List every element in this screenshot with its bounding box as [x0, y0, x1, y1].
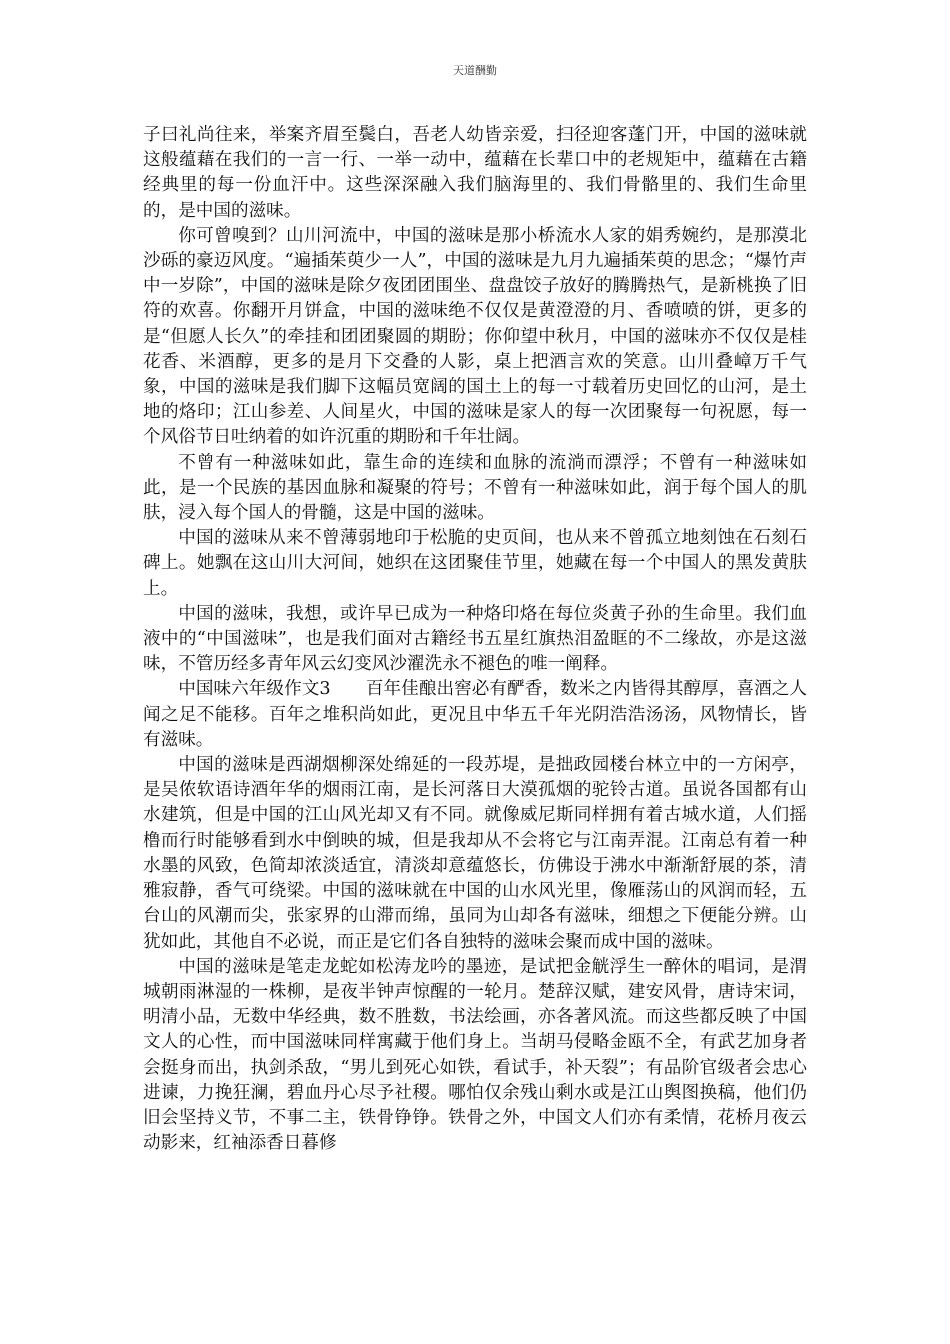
- paragraph: 中国的滋味从来不曾薄弱地印于松脆的史页间，也从来不曾孤立地刻蚀在石刻石碑上。她飘在这山川大河间，她织在这团聚佳节里，她藏在每一个中国人的黑发黄肤上。: [143, 528, 807, 599]
- paragraph: 中国的滋味，我想，或许早已成为一种烙印烙在每位炎黄子孙的生命里。我们血液中的“中国滋味”，也是我们面对古籍经书五星红旗热泪盈眶的不二缘故，亦是这滋味，不管历经多青年风云幻变风沙濯洗永不褪色的唯一阐释。: [143, 603, 807, 675]
- paragraph: 中国的滋味是笔走龙蛇如松涛龙吟的墨迹，是试把金觥浮生一醉休的唱词，是渭城朝雨淋湿的一株柳，是夜半钟声惊醒的一轮月。楚辞汉赋，建安风骨，唐诗宋词，明清小品，无数中华经典，数不胜数，书法绘画，亦各著风流。而这些都反映了中国文人的心性，而中国滋味同样寓藏于他们身上。当胡马侵略金瓯不全，有武艺加身者会挺身而出，执剑杀敌，“男儿到死心如铁，看试手，补天裂”；有品阶官级者会忠心进谏，力挽狂澜，碧血丹心尽予社稷。哪怕仅余残山剩水或是江山舆图换稿，他们仍旧会坚持义节，不事二主，铁骨铮铮。铁骨之外，中国文人们亦有柔情，花桥月夜云动影来，红袖添香日暮修: [143, 956, 807, 1154]
- paragraph: 子曰礼尚往来，举案齐眉至鬓白，吾老人幼皆亲爱，扫径迎客蓬门开，中国的滋味就这般蕴藉在我们的一言一行、一举一动中，蕴藉在长辈口中的老规矩中，蕴藉在古籍经典里的每一份血汗中。这些深深融入我们脑海里的、我们骨骼里的、我们生命里的，是中国的滋味。: [143, 125, 807, 221]
- paragraph: 你可曾嗅到？山川河流中，中国的滋味是那小桥流水人家的娟秀婉约，是那漠北沙砾的豪迈风度。“遍插茱萸少一人”，中国的滋味是九月九遍插茱萸的思念；“爆竹声中一岁除”，中国的滋味是除夕夜团团围坐、盘盘饺子放好的腾腾热气，是新桃换了旧符的欢喜。你翻开月饼盒，中国的滋味绝不仅仅是黄澄澄的月、香喷喷的饼，更多的是“但愿人长久”的牵挂和团团聚圆的期盼；你仰望中秋月，中国的滋味亦不仅仅是桂花香、米酒醇，更多的是月下交叠的人影，桌上把酒言欢的笑意。山川叠嶂万千气象，中国的滋味是我们脚下这幅员宽阔的国土上的每一寸载着历史回忆的山河，是土地的烙印；江山参差、人间星火，中国的滋味是家人的每一次团聚每一句祝愿，每一个风俗节日吐纳着的如许沉重的期盼和千年壮阔。: [143, 225, 807, 448]
- paragraph: 中国的滋味是西湖烟柳深处绵延的一段苏堤，是拙政园楼台林立中的一方闲亭，是吴侬软语诗酒年华的烟雨江南，是长河落日大漠孤烟的驼铃古道。虽说各国都有山水建筑，但是中国的江山风光却又有不同。就像威尼斯同样拥有着古城水道，人们摇橹而行时能够看到水中倒映的城，但是我却从不会将它与江南弄混。江南总有着一种水墨的风致，色简却浓淡适宜，清淡却意蕴悠长，仿佛设于沸水中渐渐舒展的茶，清雅寂静，香气可绕梁。中国的滋味就在中国的山水风光里，像雁荡山的风润而轻，五台山的风潮而尖，张家界的山滞而绵，虽同为山却各有滋味，细想之下便能分辨。山犹如此，其他自不必说，而正是它们各自独特的滋味会聚而成中国的滋味。: [143, 755, 807, 952]
- paragraph: 不曾有一种滋味如此，靠生命的连续和血脉的流淌而漂浮；不曾有一种滋味如此，是一个民族的基因血脉和凝聚的符号；不曾有一种滋味如此，润于每个国人的肌肤，浸入每个国人的骨髓，这是中国的滋味。: [143, 452, 807, 524]
- page-header: 天道酬勤: [453, 64, 497, 77]
- paragraph: 中国味六年级作文3 百年佳酿出窖必有酽香，数米之内皆得其醇厚，喜酒之人闻之足不能移。百年之堆积尚如此，更况且中华五千年光阴浩浩汤汤，风物情长，皆有滋味。: [143, 679, 807, 750]
- body-text: [143, 123, 807, 1156]
